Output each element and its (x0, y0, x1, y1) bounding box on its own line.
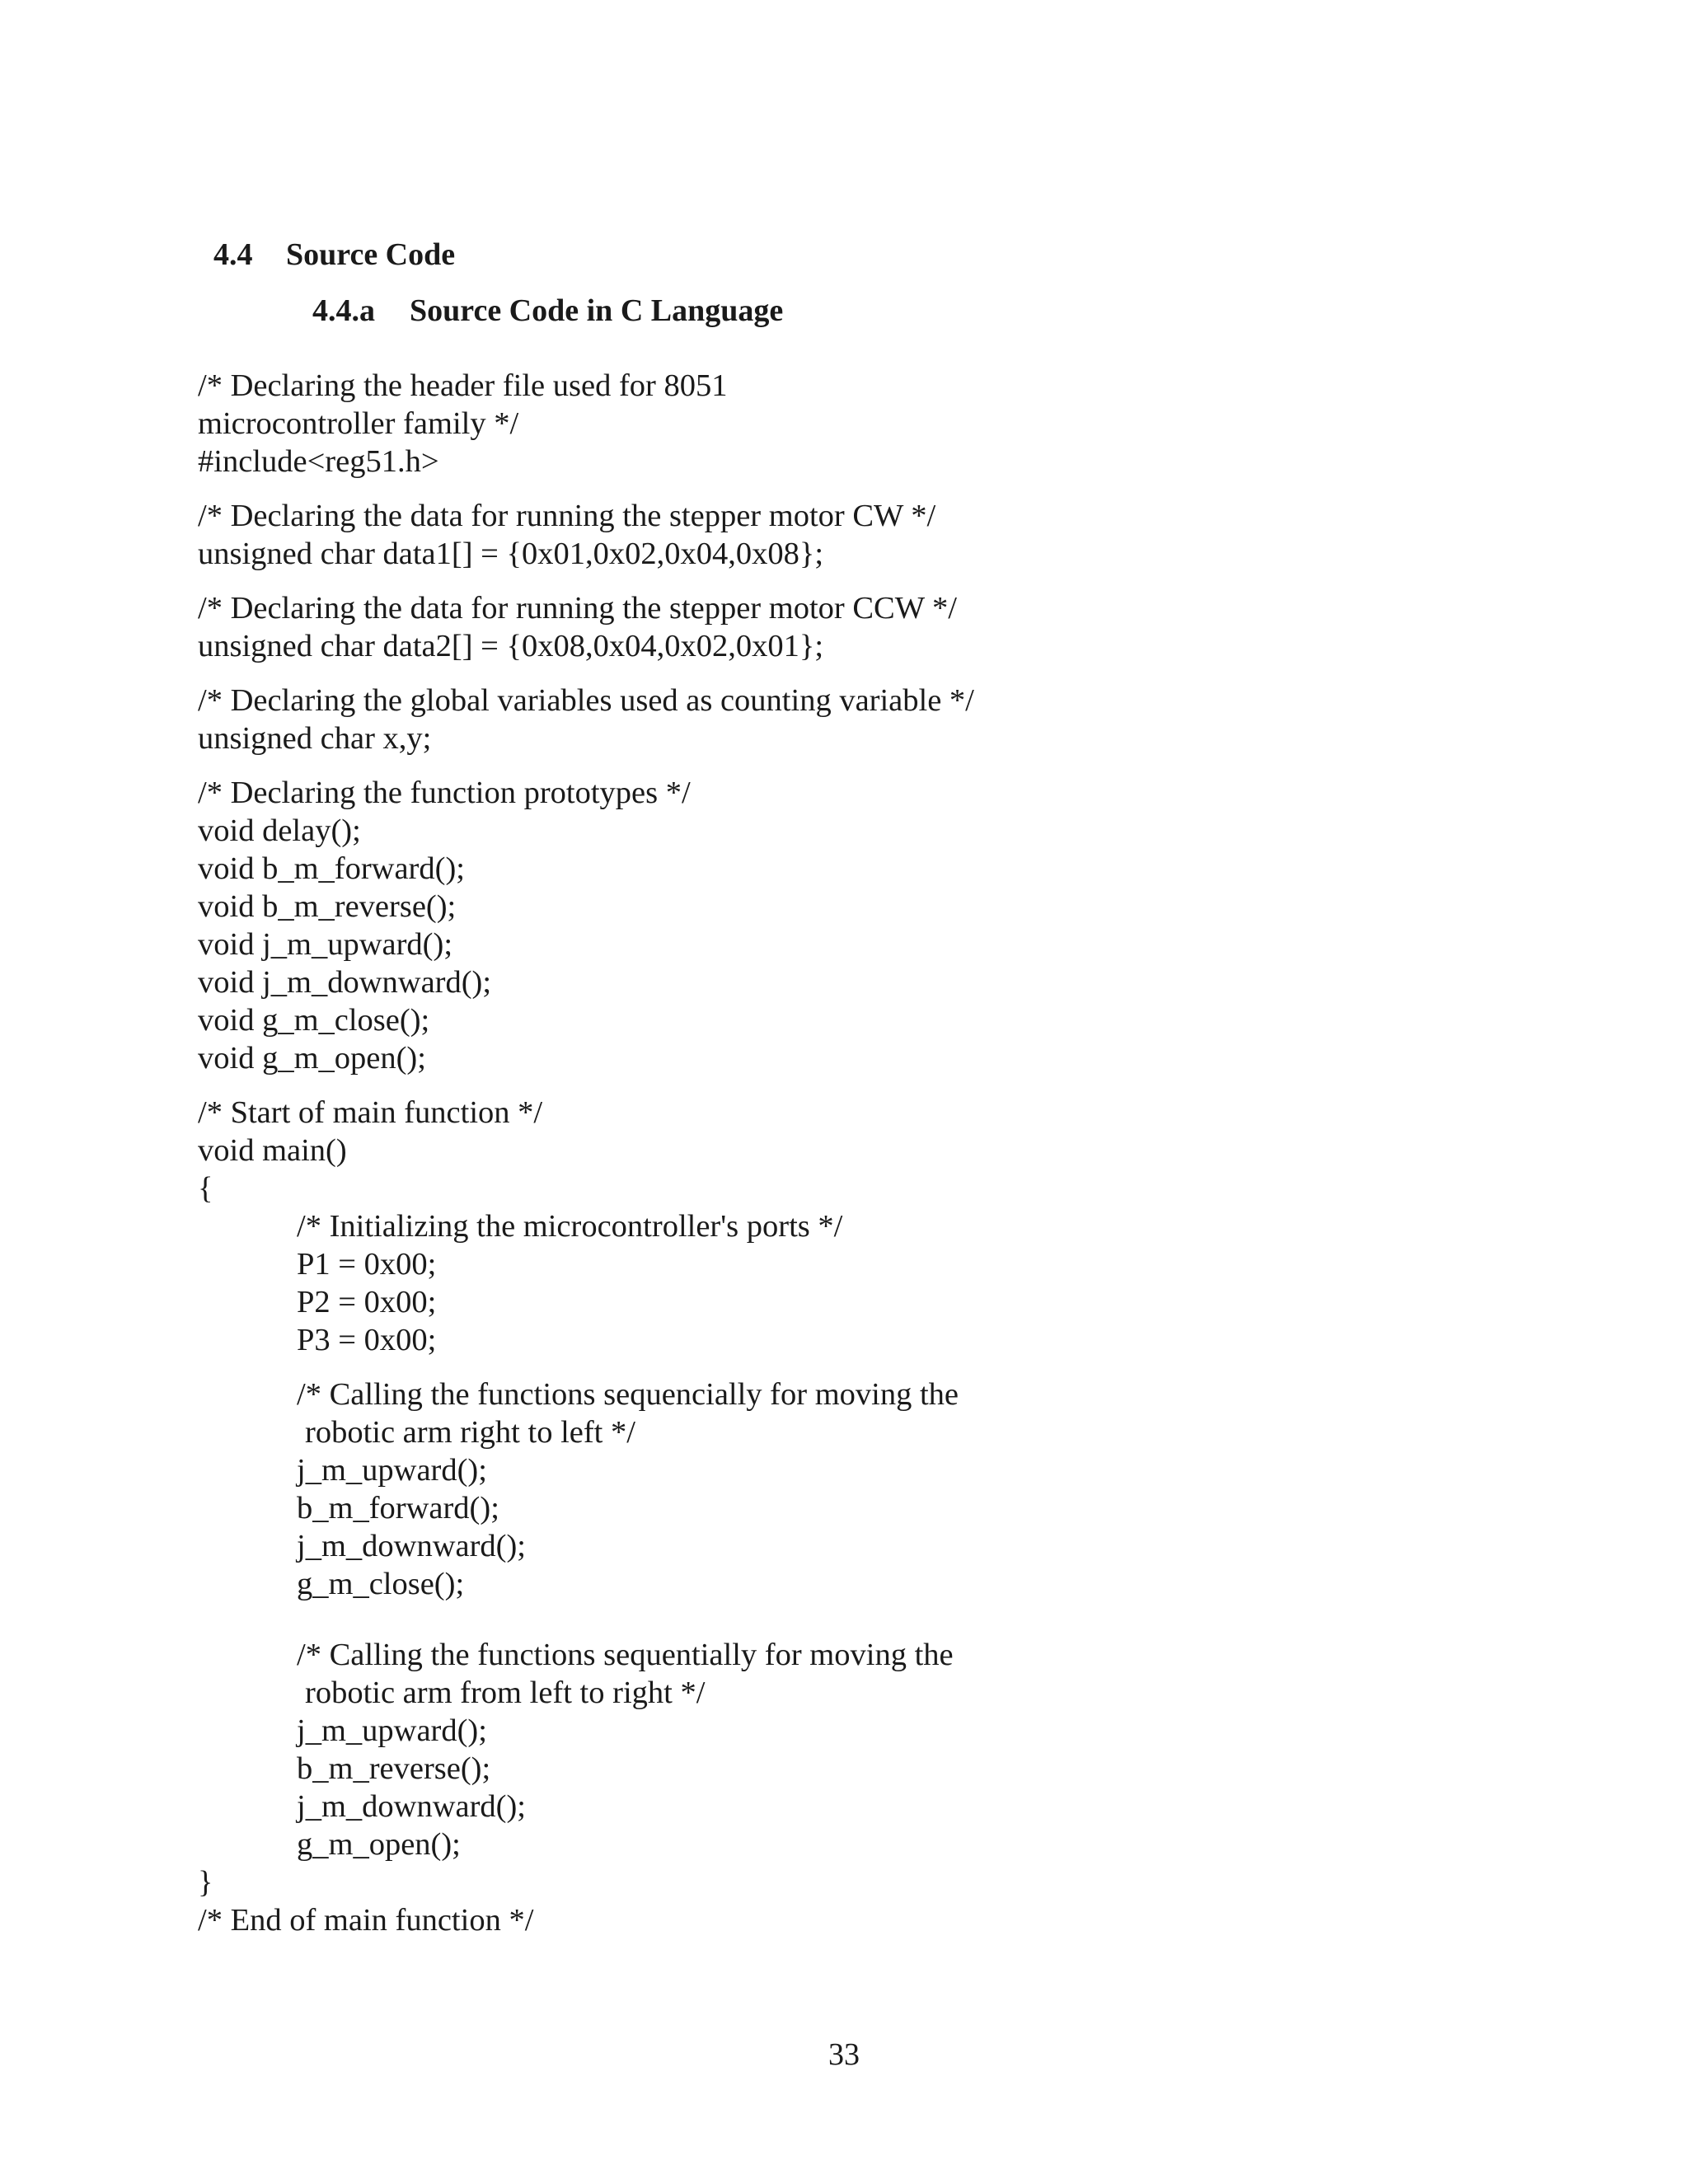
code-line: /* End of main function */ (198, 1903, 534, 1938)
code-line: robotic arm from left to right */ (305, 1675, 706, 1710)
code-line: j_m_downward(); (297, 1789, 526, 1824)
code-line: unsigned char x,y; (198, 721, 432, 756)
subsection-title: Source Code in C Language (410, 293, 784, 328)
code-line: /* Declaring the function prototypes */ (198, 776, 691, 810)
code-line: g_m_close(); (297, 1567, 465, 1601)
code-line: P2 = 0x00; (297, 1285, 437, 1319)
subsection-heading (297, 254, 783, 330)
code-line: } (198, 1865, 213, 1900)
code-line: /* Calling the functions sequentially for moving the (297, 1638, 954, 1672)
code-line: j_m_upward(); (297, 1453, 487, 1488)
code-line: #include<reg51.h> (198, 444, 439, 479)
code-line: /* Declaring the data for running the stepper motor CCW */ (198, 591, 957, 626)
code-line: /* Declaring the header file used for 8051 (198, 368, 728, 403)
code-line: b_m_reverse(); (297, 1751, 491, 1786)
code-line: void g_m_close(); (198, 1003, 430, 1038)
code-line: P3 = 0x00; (297, 1323, 437, 1357)
code-line: /* Declaring the global variables used as counting variable */ (198, 683, 974, 718)
code-line: /* Declaring the data for running the stepper motor CW */ (198, 499, 936, 533)
code-line: void delay(); (198, 813, 361, 848)
code-line: /* Start of main function */ (198, 1095, 543, 1130)
code-line: unsigned char data1[] = {0x01,0x02,0x04,0x08}; (198, 537, 824, 571)
code-line: j_m_upward(); (297, 1713, 487, 1748)
code-line: void g_m_open(); (198, 1041, 426, 1076)
code-line: void j_m_downward(); (198, 965, 492, 1000)
code-line: void b_m_forward(); (198, 851, 465, 886)
code-line: b_m_forward(); (297, 1491, 499, 1526)
code-line: /* Initializing the microcontroller's ports */ (297, 1209, 843, 1244)
page-number: 33 (828, 2037, 860, 2072)
code-line: robotic arm right to left */ (305, 1415, 635, 1450)
code-line: microcontroller family */ (198, 406, 519, 441)
section-number: 4.4 (213, 237, 253, 272)
code-listing (198, 367, 1484, 1939)
code-line: void b_m_reverse(); (198, 889, 457, 924)
subsection-number: 4.4.a (312, 293, 375, 328)
code-line: /* Calling the functions sequencially for moving the (297, 1377, 959, 1412)
section-title: Source Code (286, 237, 456, 272)
code-line: j_m_downward(); (297, 1529, 526, 1563)
code-line: unsigned char data2[] = {0x08,0x04,0x02,0x01}; (198, 629, 824, 663)
code-line: void main() (198, 1133, 347, 1168)
code-line: void j_m_upward(); (198, 927, 453, 962)
code-line: g_m_open(); (297, 1827, 461, 1862)
code-line: P1 = 0x00; (297, 1247, 437, 1282)
code-line: { (198, 1171, 213, 1206)
